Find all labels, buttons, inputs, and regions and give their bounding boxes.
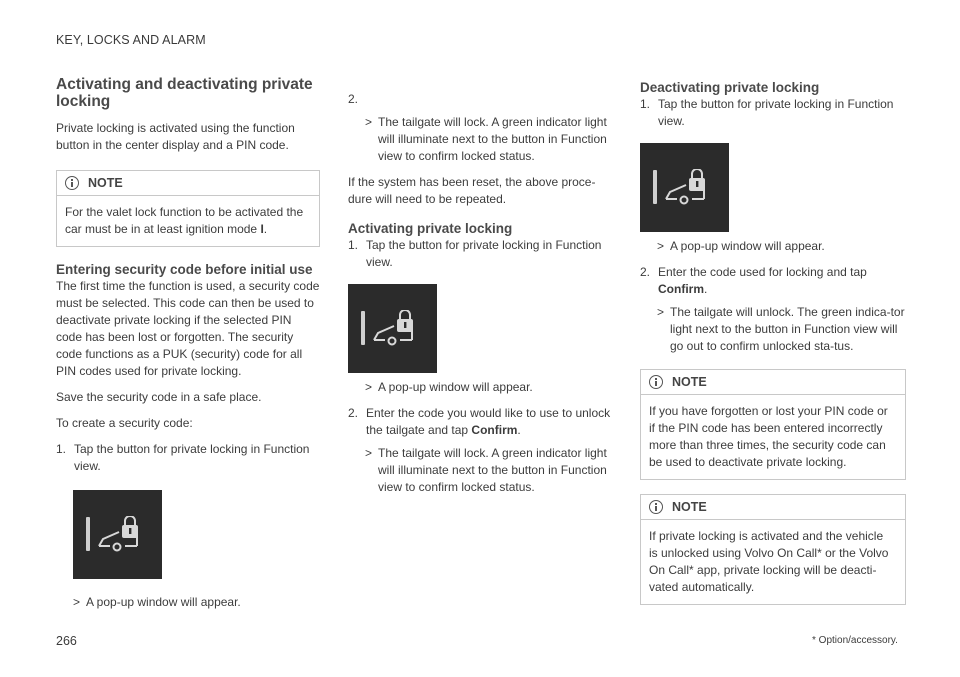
step-text: Tap the button for private locking in Function view. [366, 238, 602, 269]
deactivate-result-1 [657, 238, 906, 255]
section-title: Activating and deactivating private locking [56, 76, 313, 110]
deactivate-step-1 [640, 96, 906, 130]
note-text: If you have forgotten or lost your PIN code or if the PIN code has been entered incorrectly more than three times, the security code can be used to deactivate private locking. [649, 404, 888, 469]
enter-code-text: The first time the function is used, a security code must be selected. This code can then be used to deactivate private locking if the selected PIN code has been lost or forgotten. The security code functions as a PUK (security) code for all PIN codes used for private locking. [56, 279, 320, 378]
step-text [366, 405, 612, 439]
chapter-title: KEY, LOCKS AND ALARM [56, 33, 206, 47]
activate-step-2 [348, 405, 612, 439]
info-circle-icon [649, 500, 663, 514]
save-code-text: Save the security code in a safe place. [56, 390, 262, 404]
column-2 [348, 91, 612, 496]
create-code-text: To create a security code: [56, 416, 193, 430]
note-box-volvo-on-call [640, 494, 906, 605]
activate-result-2 [365, 445, 612, 496]
indicator-bar [361, 311, 365, 345]
step-text-part: Enter the code used for locking and tap [658, 265, 867, 279]
activate-step-1 [348, 237, 612, 271]
tailgate-lock-icon [664, 169, 710, 207]
tailgate-lock-icon [97, 516, 143, 554]
step-text-part: Enter the code you would like to use to unlock the tailgate and tap [366, 406, 611, 437]
note-label: NOTE [672, 374, 707, 389]
private-locking-button-image [640, 143, 729, 232]
result-text: The tailgate will unlock. The green indica-tor light next to the button in Function view will go out to confirm unlocked sta-tus. [670, 305, 905, 353]
private-locking-button-image [348, 284, 437, 373]
result-text: The tailgate will lock. A green indicator light will illuminate next to the button in Function view to confirm locked status. [378, 446, 607, 494]
note-header [641, 495, 905, 520]
confirm-label: Confirm [658, 282, 704, 296]
indicator-bar [86, 517, 90, 551]
footnote-option: * Option/accessory. [812, 635, 898, 646]
step-number: 1. [640, 97, 651, 111]
step-text [366, 91, 612, 108]
info-circle-icon [65, 176, 79, 190]
private-locking-button-image [73, 490, 162, 579]
result-2 [365, 114, 612, 165]
note-text [57, 196, 319, 246]
result-marker: > [365, 446, 373, 460]
result-marker: > [657, 239, 665, 253]
result-text: A pop-up window will appear. [378, 380, 533, 394]
heading-activate: Activating private locking [348, 221, 513, 236]
reset-text: If the system has been reset, the above proce-dure will need to be repeated. [348, 175, 596, 206]
heading-enter-code: Entering security code before initial use [56, 262, 313, 277]
deactivate-result-2 [657, 304, 906, 355]
info-circle-icon [649, 375, 663, 389]
tailgate-lock-icon [372, 310, 418, 348]
note-text-part: For the valet lock function to be activated the car must be in at least ignition mode [65, 205, 304, 236]
step-text: Tap the button for private locking in Function view. [74, 442, 310, 473]
result-text: A pop-up window will appear. [670, 239, 825, 253]
activate-result-1 [365, 379, 612, 396]
note-box-valet [56, 170, 320, 247]
note-label: NOTE [88, 175, 123, 190]
column-3 [640, 79, 906, 605]
step-2 [348, 91, 612, 108]
step-number: 1. [348, 238, 359, 252]
note-header [641, 370, 905, 395]
deactivate-step-2 [640, 264, 906, 298]
note-label: NOTE [672, 499, 707, 514]
note-text-end: . [263, 222, 268, 236]
step-text-end: . [704, 282, 708, 296]
result-text: A pop-up window will appear. [86, 595, 241, 609]
intro-text: Private locking is activated using the function button in the center display and a PIN code. [56, 121, 295, 152]
step-number: 1. [56, 442, 67, 456]
result-marker: > [73, 595, 81, 609]
ignition-mode: I [260, 222, 264, 236]
result-marker: > [365, 380, 373, 394]
result-text: The tailgate will lock. A green indicator light will illuminate next to the button in Function view to confirm locked status. [378, 115, 607, 163]
result-1 [73, 594, 320, 611]
column-1 [56, 76, 320, 611]
result-marker: > [365, 115, 373, 129]
step-text [658, 264, 906, 298]
indicator-bar [653, 170, 657, 204]
heading-deactivate: Deactivating private locking [640, 80, 820, 95]
note-header [57, 171, 319, 196]
step-number: 2. [348, 406, 359, 420]
result-marker: > [657, 305, 665, 319]
confirm-label: Confirm [471, 423, 518, 437]
note-text: If private locking is activated and the vehicle is unlocked using Volvo On Call* or the Volvo On Call* app, private locking will be deacti-vated automatically. [649, 529, 889, 594]
step-number: 2. [640, 265, 651, 279]
step-1 [56, 441, 320, 475]
note-box-forgotten-pin [640, 369, 906, 480]
step-text-end: . [517, 423, 521, 437]
step-number: 2. [348, 92, 359, 106]
page-number: 266 [56, 634, 77, 648]
step-text: Tap the button for private locking in Function view. [658, 97, 894, 128]
